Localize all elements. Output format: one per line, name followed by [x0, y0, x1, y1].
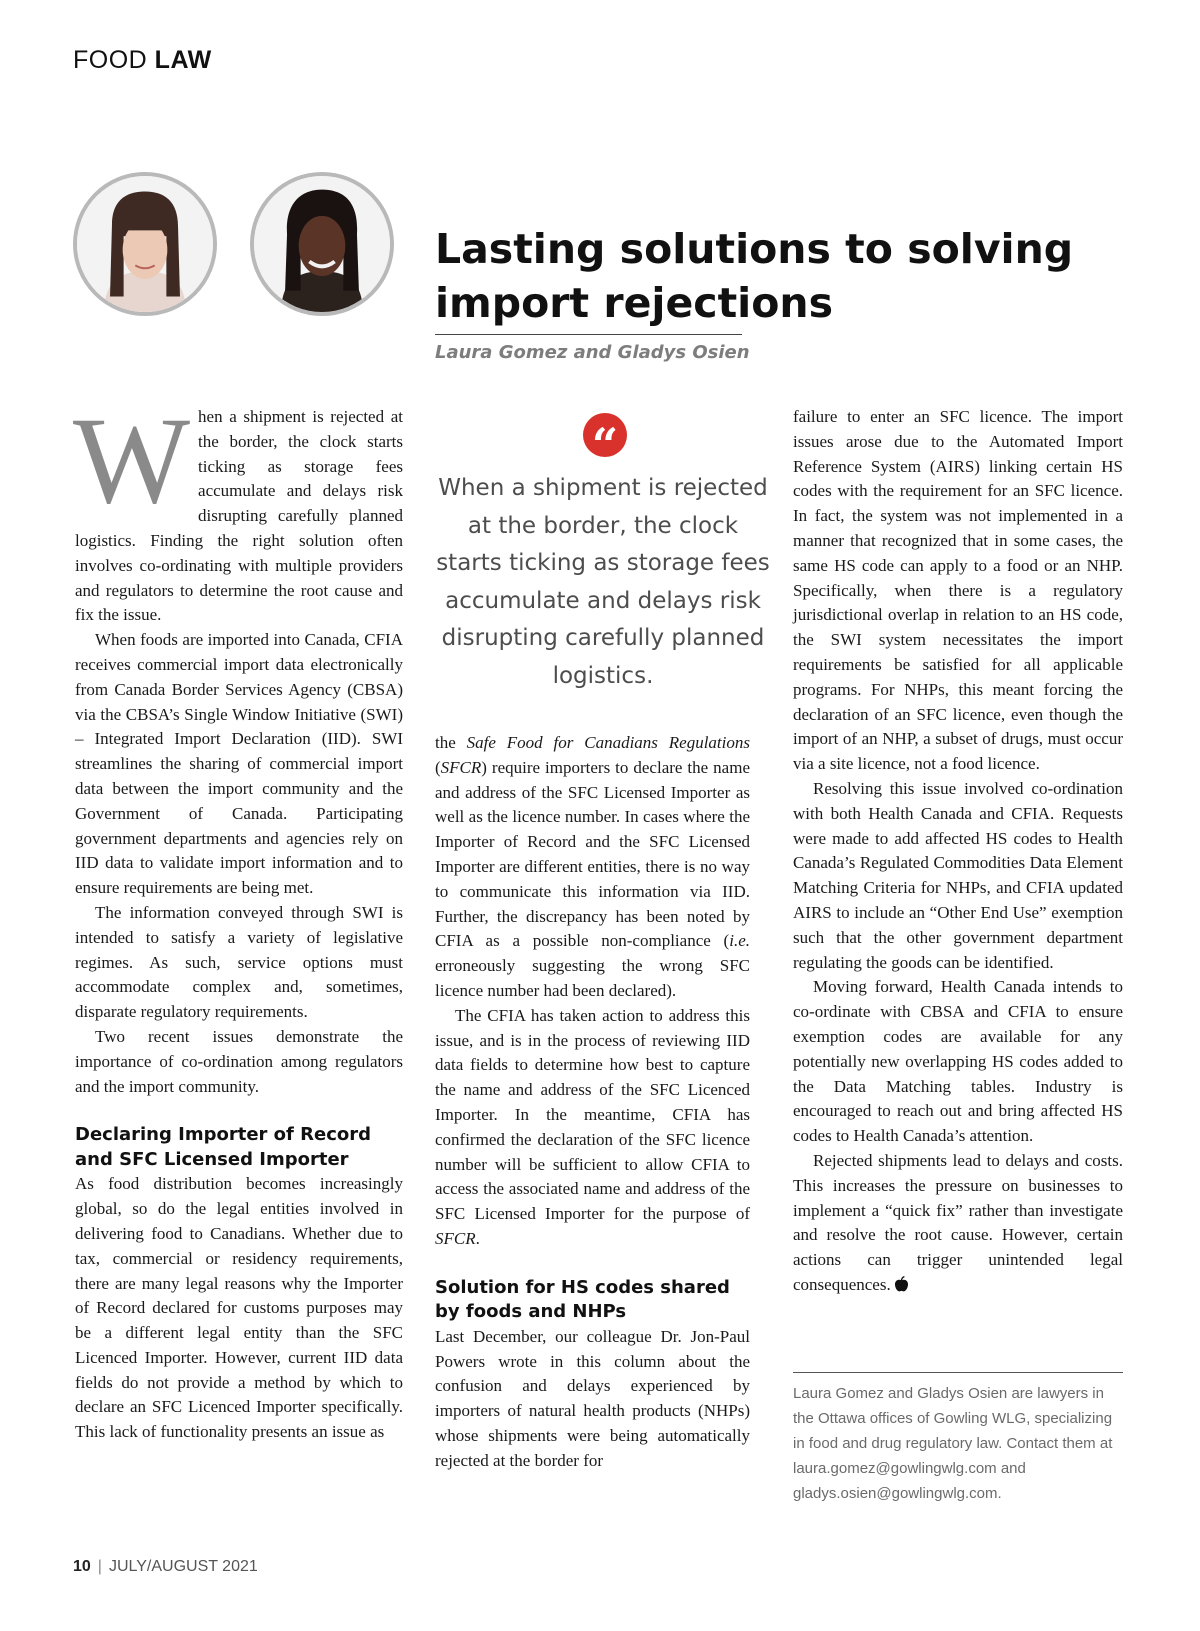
- paragraph: Last December, our colleague Dr. Jon-Paul Powers wrote in this column about the confusion and delays experienced by importers of natural health products (NHPs) whose shipments were being automatically rejected at the border for: [435, 1326, 750, 1470]
- intro-text: hen a shipment is rejected at the border, the clock starts ticking as storage fees accumulate and delays risk disrupting carefully planned logistics. Finding the right solution often involves co-ordinating with multiple providers and regulators to determine the root cause and fix the issue.: [75, 407, 403, 625]
- pull-quote: When a shipment is rejected at the border, the clock starts ticking as storage fees accumulate and delays risk disrupting carefully planned logistics.: [436, 475, 770, 689]
- paragraph: failure to enter an SFC licence. The import issues arose due to the Automated Import Reference System (AIRS) linking certain HS codes with the requirement for an SFC licence. In fact, the system was not implemented in a manner that recognized that in some cases, the same HS code can apply to a food or an NHP. Specifically, when there is a regulatory jurisdictional overlap in relation to an HS code, the SWI system necessitates the import requirements be satisfied for all applicable programs. For NHPs, this meant forcing the declaration of an SFC licence, even though the import of an NHP, a subset of drugs, must occur via a site licence, not a food licence.: [793, 407, 1123, 774]
- text-run: (: [435, 757, 441, 777]
- subheading-importer-of-record: Declaring Importer of Record and SFC Licensed Importer: [75, 1124, 372, 1170]
- subheading-hs-codes: Solution for HS codes shared by foods and NHPs: [435, 1276, 730, 1323]
- author-photo-gladys-osien: [250, 172, 394, 316]
- regulation-abbrev: SFCR: [435, 1228, 476, 1248]
- paragraph: The information conveyed through SWI is intended to satisfy a variety of legislative regimes. As such, service options must accommodate complex and, sometimes, disparate regulatory requirements.: [75, 902, 403, 1022]
- paragraph: [435, 731, 750, 1004]
- drop-cap: W: [73, 392, 191, 529]
- column-2: [435, 731, 750, 1474]
- byline: Laura Gomez and Gladys Osien: [435, 342, 750, 363]
- issue-date: JULY/AUGUST 2021: [108, 1558, 258, 1575]
- section-prefix: FOOD: [73, 46, 148, 74]
- text-run: the: [435, 733, 467, 752]
- text-run: ) require importers to declare the name and address of the SFC Licensed Importer as well as the licence number. In cases where the Importer of Record and the SFC Licensed Importer are different entities, there is no way to communicate this information via IID. Further, the discrepancy has been noted by CFIA as a possible non-compliance (: [435, 757, 750, 951]
- section-label: [73, 46, 212, 75]
- regulation-name: Safe Food for Canadians Regulations: [466, 733, 750, 752]
- paragraph: Two recent issues demonstrate the importance of co-ordination among regulators and the import community.: [75, 1026, 403, 1096]
- paragraph: Moving forward, Health Canada intends to co-ordinate with CBSA and CFIA to ensure exemption codes are available for any potentially new overlapping HS codes added to the Data Matching tables. Industry is encouraged to reach out and bring affected HS codes to Health Canada’s attention.: [793, 977, 1123, 1146]
- text-run: The CFIA has taken action to address this issue, and is in the process of reviewing IID data fields to determine how best to capture the name and address of the SFC Licenced Importer. In the meantime, CFIA has confirmed the declaration of the SFC licence number will be sufficient to allow CFIA to access the associated name and address of the SFC Licensed Importer for the purpose of: [435, 1005, 750, 1224]
- regulation-abbrev: SFCR: [440, 757, 482, 777]
- paragraph: [435, 1004, 750, 1252]
- portrait-gladys-image: [254, 176, 390, 312]
- portrait-laura-image: [77, 176, 213, 312]
- column-3: [793, 405, 1123, 1298]
- bio-divider: [793, 1372, 1123, 1373]
- apple-icon: [894, 1276, 909, 1292]
- text-run: erroneously suggesting the wrong SFC licence number had been declared).: [435, 956, 750, 1000]
- column-1: [73, 392, 403, 1445]
- quote-mark-icon: “: [583, 413, 627, 457]
- final-text: Rejected shipments lead to delays and costs. This increases the pressure on businesses to implement a “quick fix” rather than investigate and resolve the root cause. However, certain actions can trigger unintended legal consequences.: [793, 1150, 1123, 1294]
- paragraph-final: [793, 1149, 1123, 1298]
- page-footer: [73, 1558, 258, 1576]
- text-run: .: [475, 1228, 480, 1248]
- page-number: 10: [73, 1558, 91, 1575]
- author-bio: Laura Gomez and Gladys Osien are lawyers in the Ottawa offices of Gowling WLG, specializing in food and drug regulatory law. Contact them at laura.gomez@gowlingwlg.com and gladys.osien@gowlingwlg.com.: [793, 1385, 1113, 1502]
- footer-separator: |: [97, 1558, 102, 1575]
- latin-abbrev: i.e.: [729, 931, 750, 951]
- byline-divider: [435, 334, 742, 335]
- paragraph: Resolving this issue involved co-ordination with both Health Canada and CFIA. Requests were made to add affected HS codes to Health Canada’s Regulated Commodities Data Element Matching Criteria for NHPs, and CFIA updated AIRS to include an “Other End Use” exemption such that the other government department regulating the goods can be identified.: [793, 778, 1123, 972]
- paragraph: As food distribution becomes increasingly global, so do the legal entities involved in delivering food to Canadians. Whether due to tax, commercial or residency requirements, there are many legal reasons why the Importer of Record declared for customs purposes may be a different legal entity than the SFC Licenced Importer. However, current IID data fields do not provide a method by which to declare an SFC Licenced Importer specifically. This lack of functionality presents an issue as: [75, 1174, 403, 1442]
- article-title: Lasting solutions to solving import rejections: [435, 225, 1074, 327]
- section-bold: LAW: [154, 46, 212, 74]
- paragraph-intro: [73, 392, 403, 628]
- paragraph: When foods are imported into Canada, CFIA receives commercial import data electronically from Canada Border Services Agency (CBSA) via the CBSA’s Single Window Initiative (SWI) – Integrated Import Declaration (IID). SWI streamlines the sharing of commercial import data between the import community and the Government of Canada. Participating government departments and agencies rely on IID data to validate import information and to ensure requirements are being met.: [75, 630, 403, 898]
- author-photo-laura-gomez: [73, 172, 217, 316]
